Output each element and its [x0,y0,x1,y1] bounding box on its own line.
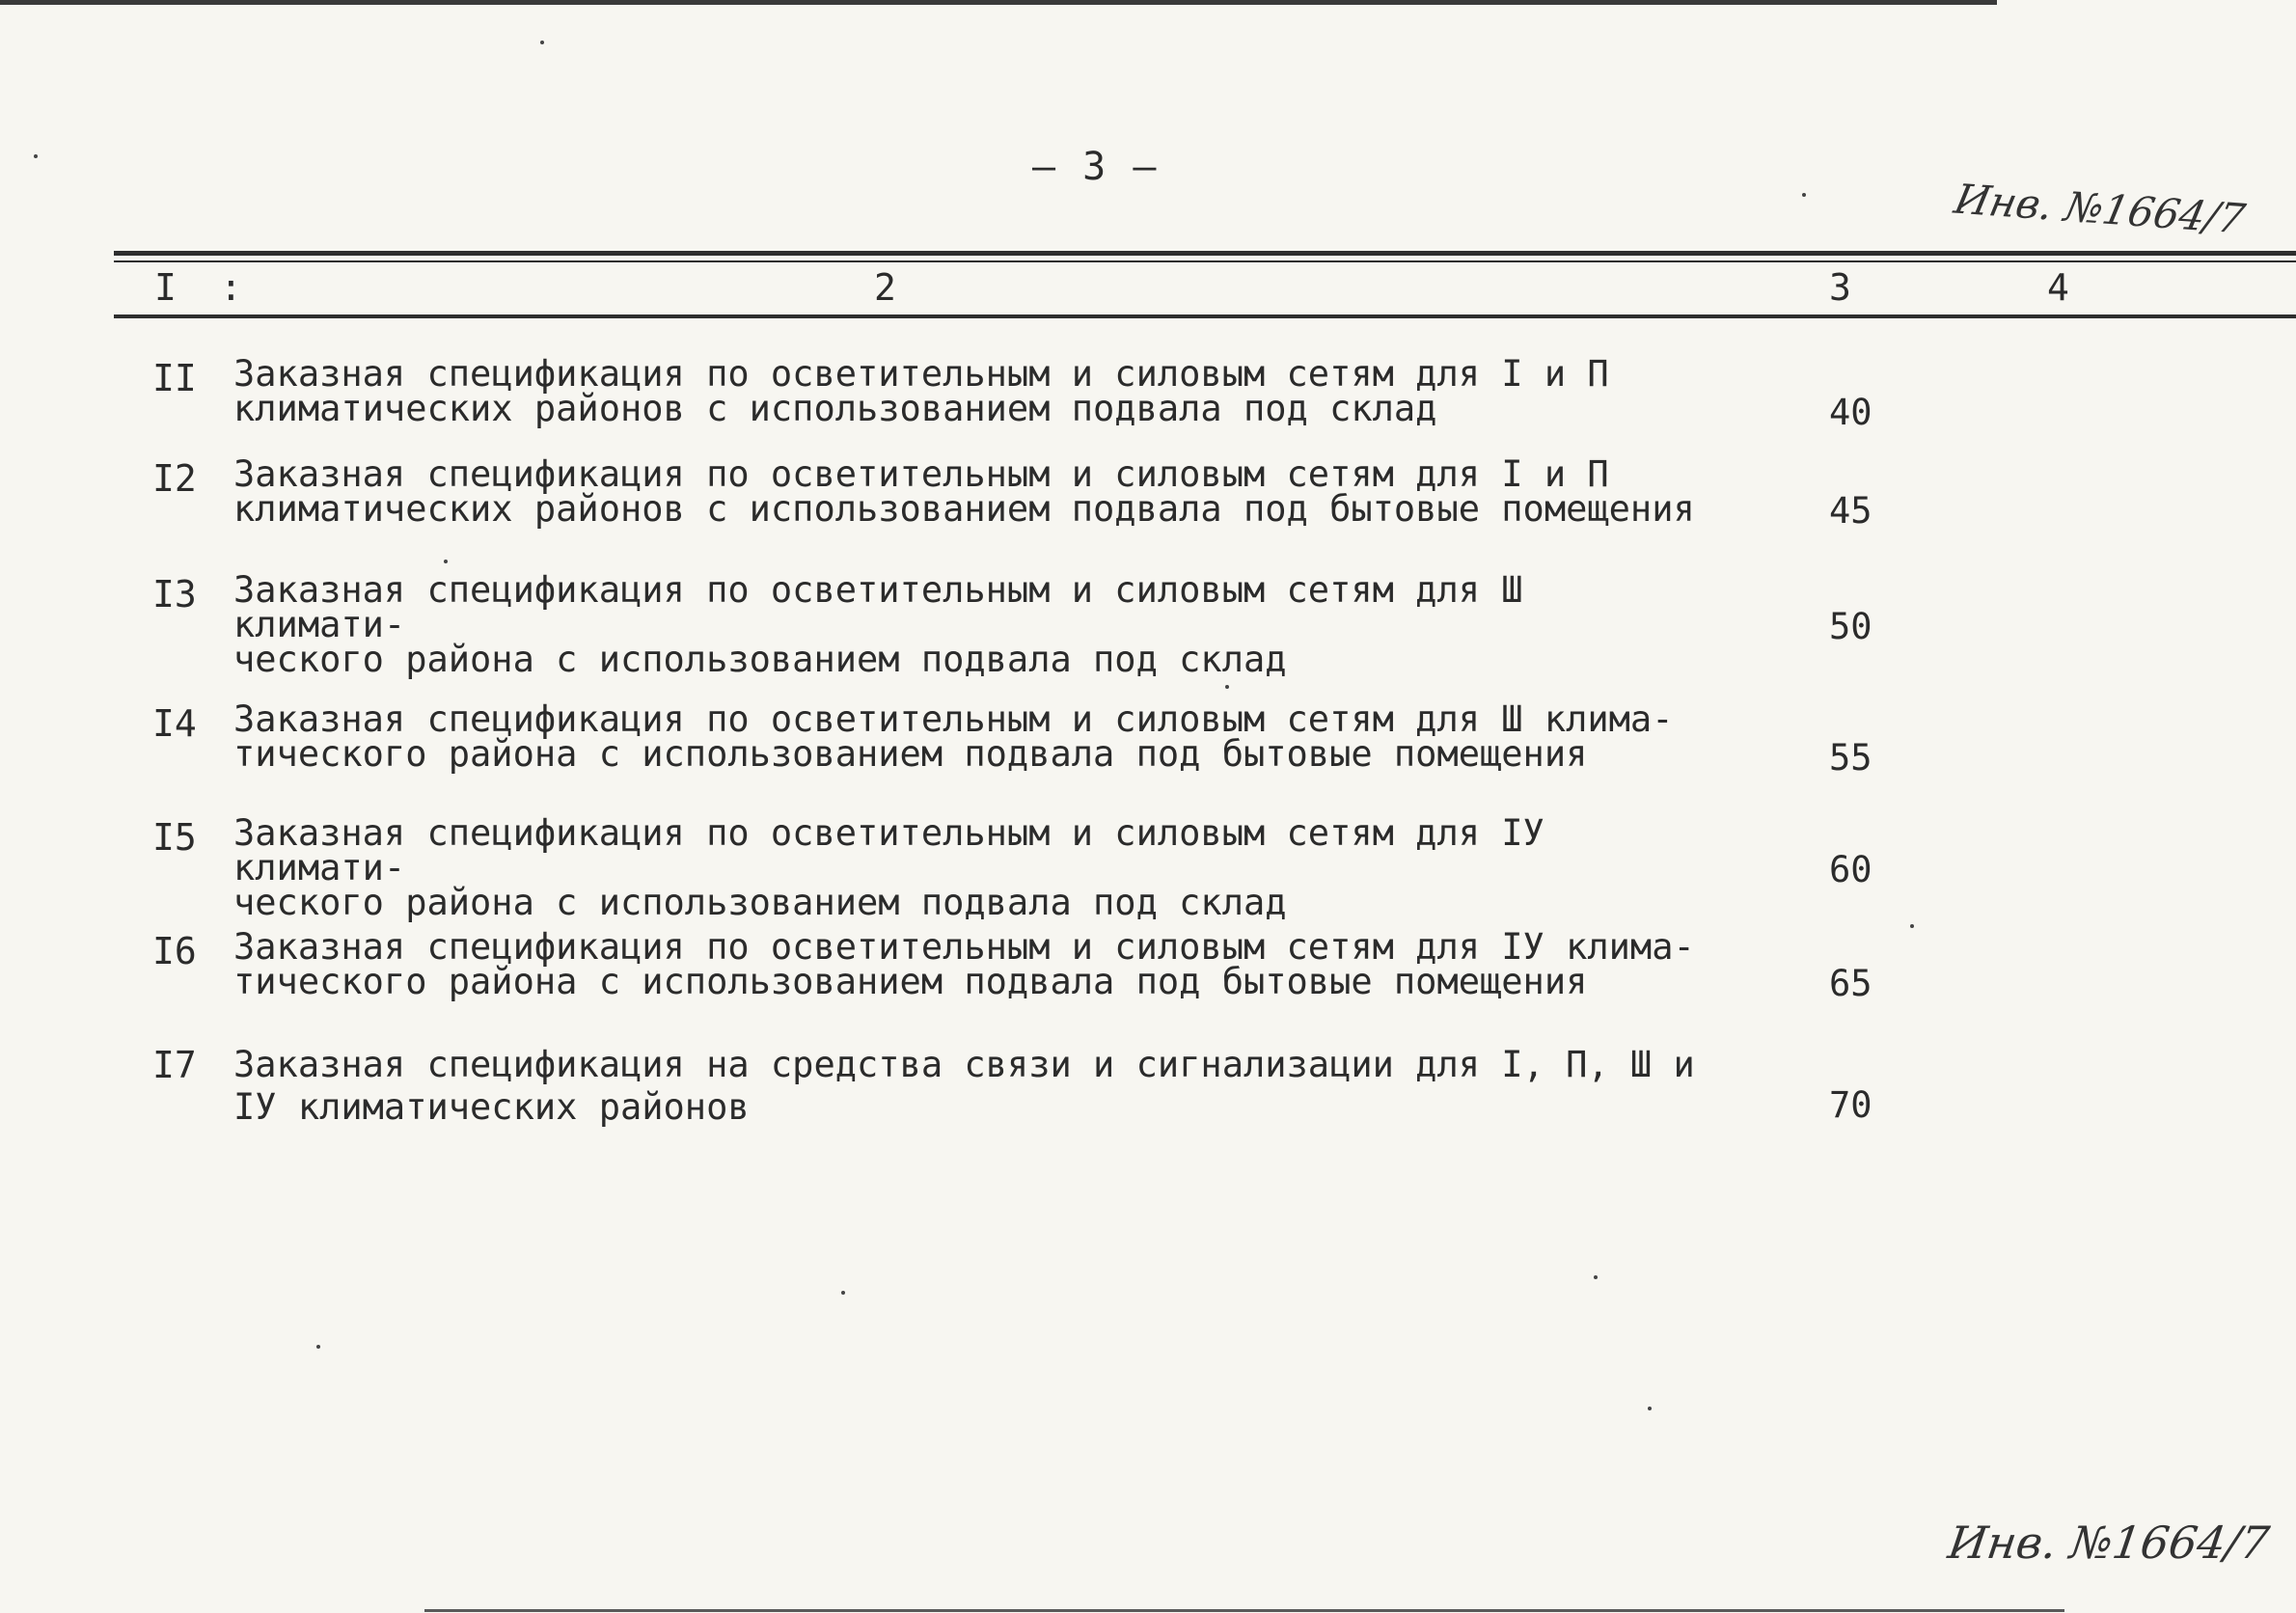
row-number: I3 [152,573,197,615]
row-page: 40 [1829,392,1872,433]
row-number: I2 [152,457,197,500]
row-description: Заказная спецификация по осветительным и силовым сетям для IУ климати- ческого района с использованием подвала под склад [233,812,1544,923]
inventory-stamp-top: Инв. №1664/7 [1950,175,2250,243]
row-description: Заказная спецификация по осветительным и силовым сетям для I и П климатических районов с использованием подвала под бытовые помещения [233,453,1695,530]
row-number: I5 [152,816,197,859]
row-page: 45 [1829,490,1872,532]
row-page: 60 [1829,849,1872,890]
row-description: Заказная спецификация по осветительным и силовым сетям для Ш климати- ческого района с использованием подвала под склад [233,569,1523,680]
row-page: 70 [1829,1084,1872,1126]
column-header-1: I [154,266,177,309]
scan-speck [34,154,38,158]
row-description: Заказная спецификация по осветительным и силовым сетям для I и П климатических районов с использованием подвала под склад [233,353,1609,429]
row-number: I4 [152,702,197,745]
row-description: Заказная спецификация по осветительным и силовым сетям для IУ клима- тического района с использованием подвала под бытовые помещения [233,926,1695,1002]
scan-edge-bottom [424,1609,2064,1612]
page-number: – 3 – [1032,145,1159,189]
row-number: I7 [152,1044,197,1086]
column-header-separator: : [220,266,242,309]
row-page: 50 [1829,606,1872,647]
row-number: I6 [152,930,197,972]
column-header-4: 4 [2047,266,2069,309]
table-top-rule [114,251,2296,256]
scan-speck [1910,924,1914,928]
scan-speck [1648,1407,1652,1410]
scan-edge-top [0,0,1997,5]
row-page: 65 [1829,963,1872,1004]
row-description: Заказная спецификация по осветительным и силовым сетям для Ш клима- тического района с использованием подвала под бытовые помещения [233,698,1674,775]
scan-speck [841,1291,845,1295]
header-bottom-rule [114,314,2296,318]
column-header-3: 3 [1829,266,1851,309]
scan-speck [1802,193,1806,197]
table-top-rule-thin [114,260,2296,262]
inventory-stamp-bottom: Инв. №1664/7 [1945,1517,2273,1569]
scan-speck [316,1345,320,1349]
row-description: Заказная спецификация на средства связи и сигнализации для I, П, Ш и IУ климатических районов [233,1044,1695,1128]
scan-speck [1225,685,1229,689]
row-page: 55 [1829,737,1872,779]
scan-speck [444,560,448,563]
scan-speck [1594,1275,1598,1279]
row-number: II [152,357,197,399]
column-header-2: 2 [874,266,896,309]
scan-speck [540,41,544,44]
